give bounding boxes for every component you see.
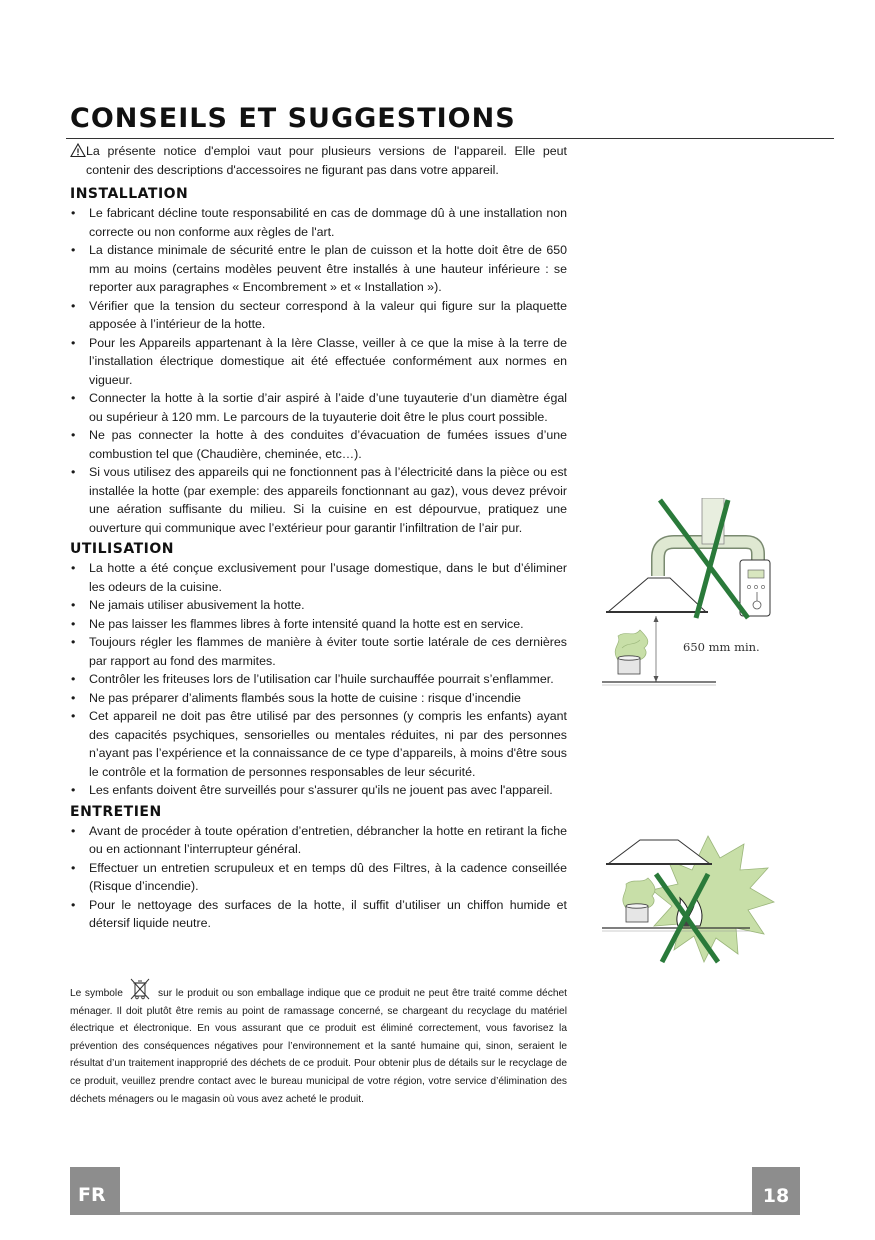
- list-item: • Effectuer un entretien scrupuleux et en temps dû des Filtres, à la cadence conseillée (Risque d’incendie).: [70, 859, 567, 896]
- fire-hazard-illustration: [598, 828, 788, 968]
- intro-note: [70, 142, 567, 179]
- crossed-bin-icon: [128, 978, 152, 1000]
- list-item: • Contrôler les friteuses lors de l’utilisation car l’huile surchauffée pourrait s’enflammer.: [70, 670, 567, 689]
- list-item: • La hotte a été conçue exclusivement pour l’usage domestique, dans le but d’éliminer les odeurs de la cuisine.: [70, 559, 567, 596]
- recycling-text-rest: sur le produit ou son emballage indique que ce produit ne peut être traité comme déchet ménager. Il doit plutôt être remis au point de ramassage concerné, se chargeant du recyclage du matériel électrique et électronique. En vous assurant que ce produit est éliminé correctement, vous favorisez la prévention des conséquences négatives pour l’environnement et la santé humaine qui, sinon, seraient le résultat d’un traitement inapproprié des déchets de ce produit. Pour obtenir plus de détails sur le recyclage de ce produit, veuillez prendre contact avec le bureau municipal de votre région, votre service d’élimination des déchets ménagers ou le magasin où vous avez acheté le produit.: [70, 988, 567, 1105]
- list-item: • Connecter la hotte à la sortie d’air aspiré à l’aide d’une tuyauterie d’un diamètre égal ou supérieur à 120 mm. Le parcours de la tuyauterie doit être le plus court possible.: [70, 389, 567, 426]
- list-item: • Ne pas laisser les flammes libres à forte intensité quand la hotte est en service.: [70, 615, 567, 634]
- warning-icon: [70, 142, 86, 160]
- list-item: • La distance minimale de sécurité entre le plan de cuisson et la hotte doit être de 650 mm au moins (certains modèles peuvent être installés à une hauteur inférieure : se reporter aux paragraphes « Encombrement » et « Installation »).: [70, 241, 567, 297]
- section-heading-entretien: ENTRETIEN: [70, 803, 162, 820]
- list-item: • Toujours régler les flammes de manière à éviter toute sortie latérale de ces dernières par rapport au fond des marmites.: [70, 633, 567, 670]
- list-item: • Ne jamais utiliser abusivement la hotte.: [70, 596, 567, 615]
- recycling-notice: [70, 978, 567, 1108]
- distance-label: 650 mm min.: [683, 640, 760, 654]
- list-item: • Les enfants doivent être surveillés pour s'assurer qu'ils ne jouent pas avec l'appareil.: [70, 781, 567, 800]
- list-item: • Avant de procéder à toute opération d’entretien, débrancher la hotte en retirant la fiche ou en actionnant l’interrupteur général.: [70, 822, 567, 859]
- intro-text: La présente notice d'emploi vaut pour plusieurs versions de l'appareil. Elle peut contenir des descriptions d'accessoires ne figurant pas dans votre appareil.: [86, 144, 567, 177]
- title-divider: [66, 138, 834, 139]
- footer-rule: [120, 1212, 752, 1215]
- section-heading-utilisation: UTILISATION: [70, 541, 174, 557]
- list-item: • Vérifier que la tension du secteur correspond à la valeur qui figure sur la plaquette apposée à l’intérieur de la hotte.: [70, 297, 567, 334]
- main-content: [70, 142, 567, 933]
- list-item: • Le fabricant décline toute responsabilité en cas de dommage dû à une installation non correcte ou non conforme aux règles de l'art.: [70, 204, 567, 241]
- page-title: CONSEILS ET SUGGESTIONS: [70, 103, 516, 134]
- installation-list: [70, 204, 567, 537]
- list-item: • Pour le nettoyage des surfaces de la hotte, il suffit d’utiliser un chiffon humide et détersif liquide neutre.: [70, 896, 567, 933]
- page-number: 18: [752, 1167, 800, 1215]
- list-item: • Ne pas préparer d’aliments flambés sous la hotte de cuisine : risque d’incendie: [70, 689, 567, 708]
- section-heading-installation: INSTALLATION: [70, 186, 189, 202]
- list-item: • Ne pas connecter la hotte à des conduites d’évacuation de fumées issues d’une combustion tel que (Chaudière, cheminée, etc…).: [70, 426, 567, 463]
- list-item: • Pour les Appareils appartenant à la Ière Classe, veiller à ce que la mise à la terre de l’installation électrique domestique ait été effectuée conformément aux normes en vigueur.: [70, 334, 567, 390]
- language-tab: FR: [70, 1167, 120, 1215]
- recycling-text-start: Le symbole: [70, 988, 123, 999]
- list-item: • Si vous utilisez des appareils qui ne fonctionnent pas à l’électricité dans la pièce ou est installée la hotte (par exemple: des appareils fonctionnant au gaz), vous devez prévoir une aération suffisante du milieu. Si la cuisine en est dépourvue, pratiquez une ouverture qui communique avec l’extérieur pour garantir l’infiltration de l’air pur.: [70, 463, 567, 537]
- hood-installation-illustration: [598, 498, 788, 688]
- utilisation-list: [70, 559, 567, 800]
- list-item: • Cet appareil ne doit pas être utilisé par des personnes (y compris les enfants) ayant des capacités psychiques, sensorielles ou mentales réduites, ni par des personnes n’ayant pas l’expérience et la connaissance de ce type d’appareils, à moins d'être sous le contrôle et la formation de personnes responsables de leur sécurité.: [70, 707, 567, 781]
- entretien-list: [70, 822, 567, 933]
